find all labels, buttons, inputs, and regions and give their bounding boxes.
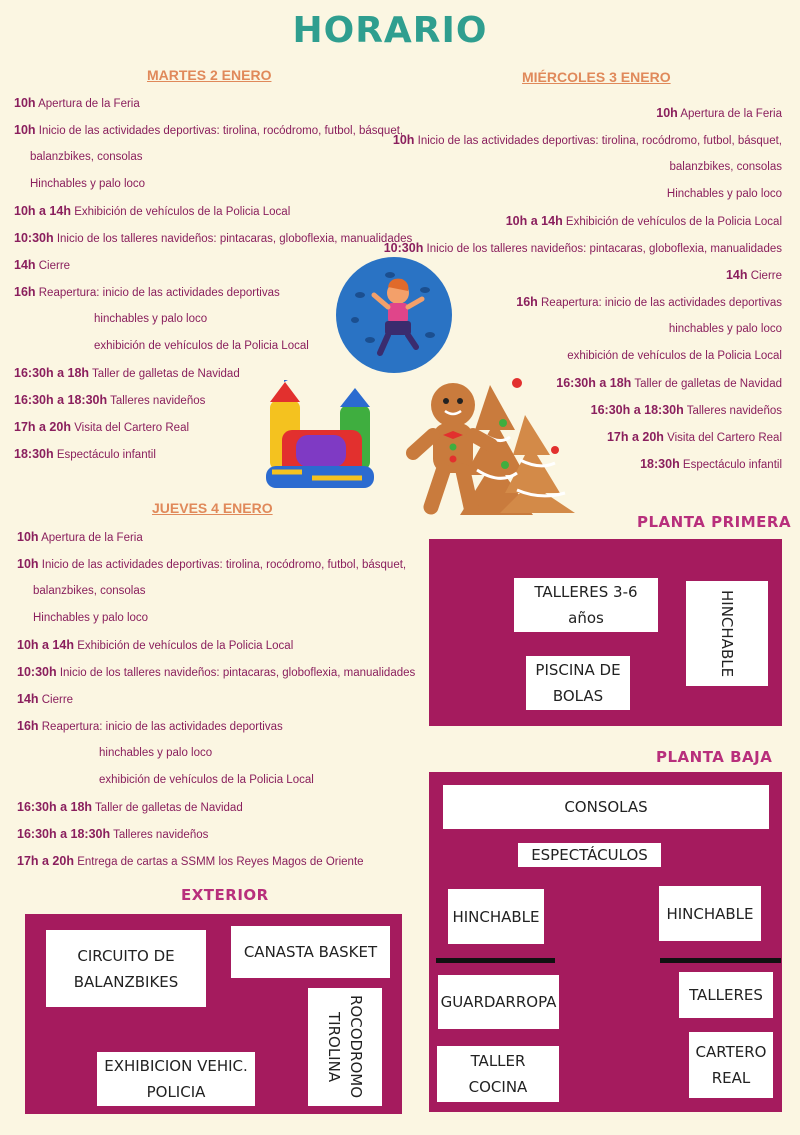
- schedule-text: hinchables y palo loco: [94, 313, 208, 325]
- schedule-line: [669, 322, 782, 336]
- schedule-line: [14, 420, 189, 435]
- schedule-line: [17, 692, 73, 707]
- schedule-text: Inicio de los talleres navideños: pintacaras, globoflexia, manualidades: [56, 233, 413, 245]
- divider-left: [436, 958, 555, 963]
- rocodromo-tirolina-area: ROCODROMO TIROLINA: [308, 988, 382, 1106]
- schedule-line: [384, 241, 782, 256]
- schedule-text: Exhibición de vehículos de la Policia Local: [77, 640, 294, 652]
- schedule-line: [14, 285, 280, 300]
- schedule-time: 14h: [14, 258, 36, 272]
- schedule-line: [33, 584, 146, 598]
- schedule-text: Hinchables y palo loco: [33, 612, 149, 624]
- schedule-text: Inicio de los talleres navideños: pintacaras, globoflexia, manualidades: [59, 667, 416, 679]
- schedule-line: [30, 177, 145, 191]
- cartero-real-area: CARTERO REAL: [689, 1032, 773, 1098]
- schedule-text: balanzbikes, consolas: [669, 161, 782, 173]
- schedule-time: 14h: [17, 692, 39, 706]
- jueves-heading: JUEVES 4 ENERO: [152, 500, 273, 516]
- schedule-text: Visita del Cartero Real: [74, 422, 190, 434]
- schedule-text: exhibición de vehículos de la Policia Local: [94, 340, 309, 352]
- schedule-text: Hinchables y palo loco: [30, 178, 146, 190]
- schedule-text: Inicio de las actividades deportivas: tirolina, rocódromo, futbol, básquet,: [417, 135, 782, 147]
- consolas-area: CONSOLAS: [443, 785, 769, 829]
- schedule-line: [567, 349, 782, 363]
- schedule-time: 14h: [725, 268, 748, 282]
- schedule-text: Inicio de los talleres navideños: pintacaras, globoflexia, manualidades: [426, 243, 782, 255]
- schedule-line: [556, 376, 782, 391]
- schedule-text: Talleres navideños: [110, 395, 206, 407]
- schedule-text: hinchables y palo loco: [99, 747, 213, 759]
- schedule-line: [726, 268, 782, 283]
- schedule-line: [506, 214, 782, 229]
- schedule-time: 16h: [17, 719, 39, 733]
- schedule-time: 17h a 20h: [606, 430, 664, 444]
- schedule-line: [14, 96, 140, 111]
- exterior-heading: EXTERIOR: [181, 886, 269, 904]
- schedule-time: 10h: [392, 133, 415, 147]
- schedule-line: [14, 204, 290, 219]
- planta-primera-heading: PLANTA PRIMERA: [637, 513, 792, 531]
- climbing-wall-illustration: [330, 255, 458, 375]
- schedule-text: Reapertura: inicio de las actividades deportivas: [41, 721, 283, 733]
- divider-right: [660, 958, 781, 963]
- schedule-time: 16h: [14, 285, 36, 299]
- schedule-text: Cierre: [41, 694, 74, 706]
- schedule-time: 16:30h a 18:30h: [14, 393, 108, 407]
- exhibicion-vehic-area: EXHIBICION VEHIC. POLICIA: [97, 1052, 255, 1106]
- schedule-text: Reapertura: inicio de las actividades deportivas: [38, 287, 280, 299]
- schedule-line: [607, 430, 782, 445]
- schedule-time: 16:30h a 18h: [14, 366, 90, 380]
- schedule-time: 10h: [17, 530, 39, 544]
- schedule-text: Taller de galletas de Navidad: [634, 378, 782, 390]
- hinchable-primera-area: HINCHABLE: [686, 581, 768, 686]
- schedule-line: [14, 366, 240, 381]
- schedule-line: [656, 106, 782, 121]
- schedule-line: [14, 231, 412, 246]
- schedule-line: [14, 447, 156, 462]
- schedule-line: [17, 665, 415, 680]
- schedule-text: balanzbikes, consolas: [33, 585, 146, 597]
- schedule-time: 17h a 20h: [14, 420, 71, 434]
- schedule-time: 10:30h: [383, 241, 424, 255]
- schedule-line: [640, 457, 782, 472]
- schedule-text: Talleres navideños: [686, 405, 782, 417]
- schedule-text: Cierre: [750, 270, 782, 282]
- schedule-text: Apertura de la Feria: [41, 532, 143, 544]
- schedule-line: [17, 638, 293, 653]
- schedule-text: Espectáculo infantil: [56, 449, 156, 461]
- schedule-line: [94, 312, 207, 326]
- piscina-bolas-area: PISCINA DE BOLAS: [526, 656, 630, 710]
- talleres-baja-area: TALLERES: [679, 972, 773, 1018]
- schedule-text: Entrega de cartas a SSMM los Reyes Magos de Oriente: [77, 856, 364, 868]
- schedule-time: 10h: [14, 123, 36, 137]
- guardarropa-area: GUARDARROPA: [438, 975, 559, 1029]
- hinchable-baja-left-area: HINCHABLE: [448, 889, 544, 944]
- schedule-line: [99, 746, 212, 760]
- taller-cocina-area: TALLER COCINA: [437, 1046, 559, 1102]
- schedule-time: 10h: [17, 557, 39, 571]
- schedule-time: 10:30h: [17, 665, 57, 679]
- schedule-text: Hinchables y palo loco: [666, 188, 782, 200]
- schedule-line: [99, 773, 314, 787]
- schedule-text: Visita del Cartero Real: [667, 432, 782, 444]
- schedule-line: [393, 133, 782, 148]
- schedule-text: Inicio de las actividades deportivas: tirolina, rocódromo, futbol, básquet,: [41, 559, 407, 571]
- schedule-text: Taller de galletas de Navidad: [95, 802, 243, 814]
- schedule-text: hinchables y palo loco: [668, 323, 782, 335]
- gingerbread-cookies-illustration: [405, 375, 585, 520]
- schedule-time: 18:30h: [640, 457, 680, 471]
- schedule-line: [17, 530, 143, 545]
- schedule-text: Taller de galletas de Navidad: [92, 368, 240, 380]
- miercoles-heading: MIÉRCOLES 3 ENERO: [522, 69, 671, 85]
- schedule-line: [14, 258, 70, 273]
- planta-baja-heading: PLANTA BAJA: [656, 748, 773, 766]
- schedule-line: [17, 719, 283, 734]
- schedule-line: [17, 827, 208, 842]
- schedule-line: [669, 160, 782, 174]
- canasta-basket-area: CANASTA BASKET: [231, 926, 390, 978]
- schedule-line: [94, 339, 309, 353]
- bouncy-castle-illustration: [262, 380, 377, 492]
- schedule-text: Cierre: [38, 260, 71, 272]
- schedule-text: exhibición de vehículos de la Policia Local: [99, 774, 314, 786]
- schedule-line: [17, 557, 406, 572]
- schedule-time: 10h a 14h: [14, 204, 71, 218]
- hinchable-baja-right-area: HINCHABLE: [659, 886, 761, 941]
- schedule-line: [516, 295, 782, 310]
- schedule-text: Exhibición de vehículos de la Policia Local: [565, 216, 782, 228]
- schedule-text: Exhibición de vehículos de la Policia Local: [74, 206, 291, 218]
- schedule-text: exhibición de vehículos de la Policia Local: [567, 350, 782, 362]
- schedule-text: Inicio de las actividades deportivas: tirolina, rocódromo, futbol, básquet,: [38, 125, 404, 137]
- schedule-time: 16:30h a 18:30h: [17, 827, 111, 841]
- schedule-line: [17, 800, 243, 815]
- schedule-text: Apertura de la Feria: [680, 108, 782, 120]
- schedule-time: 10h: [656, 106, 678, 120]
- schedule-text: balanzbikes, consolas: [30, 151, 143, 163]
- schedule-time: 18:30h: [14, 447, 54, 461]
- schedule-text: Apertura de la Feria: [38, 98, 140, 110]
- schedule-time: 16:30h a 18h: [17, 800, 93, 814]
- schedule-time: 16:30h a 18h: [556, 376, 632, 390]
- espectaculos-area: ESPECTÁCULOS: [518, 843, 661, 867]
- schedule-time: 17h a 20h: [17, 854, 74, 868]
- schedule-time: 10h a 14h: [17, 638, 74, 652]
- schedule-text: Reapertura: inicio de las actividades deportivas: [541, 297, 782, 309]
- schedule-line: [33, 611, 148, 625]
- schedule-text: Talleres navideños: [113, 829, 209, 841]
- schedule-line: [30, 150, 143, 164]
- martes-heading: MARTES 2 ENERO: [147, 67, 272, 83]
- schedule-time: 16h: [516, 295, 538, 309]
- schedule-time: 10h: [14, 96, 36, 110]
- schedule-text: Espectáculo infantil: [682, 459, 782, 471]
- schedule-time: 10h a 14h: [505, 214, 563, 228]
- schedule-line: [14, 393, 205, 408]
- page-title: HORARIO: [292, 10, 488, 51]
- schedule-line: [14, 123, 403, 138]
- schedule-line: [17, 854, 364, 869]
- circuito-balanzbikes-area: CIRCUITO DE BALANZBIKES: [46, 930, 206, 1007]
- schedule-line: [667, 187, 782, 201]
- schedule-line: [591, 403, 782, 418]
- talleres-3-6-area: TALLERES 3-6 años: [514, 578, 658, 632]
- schedule-time: 10:30h: [14, 231, 54, 245]
- schedule-time: 16:30h a 18:30h: [590, 403, 684, 417]
